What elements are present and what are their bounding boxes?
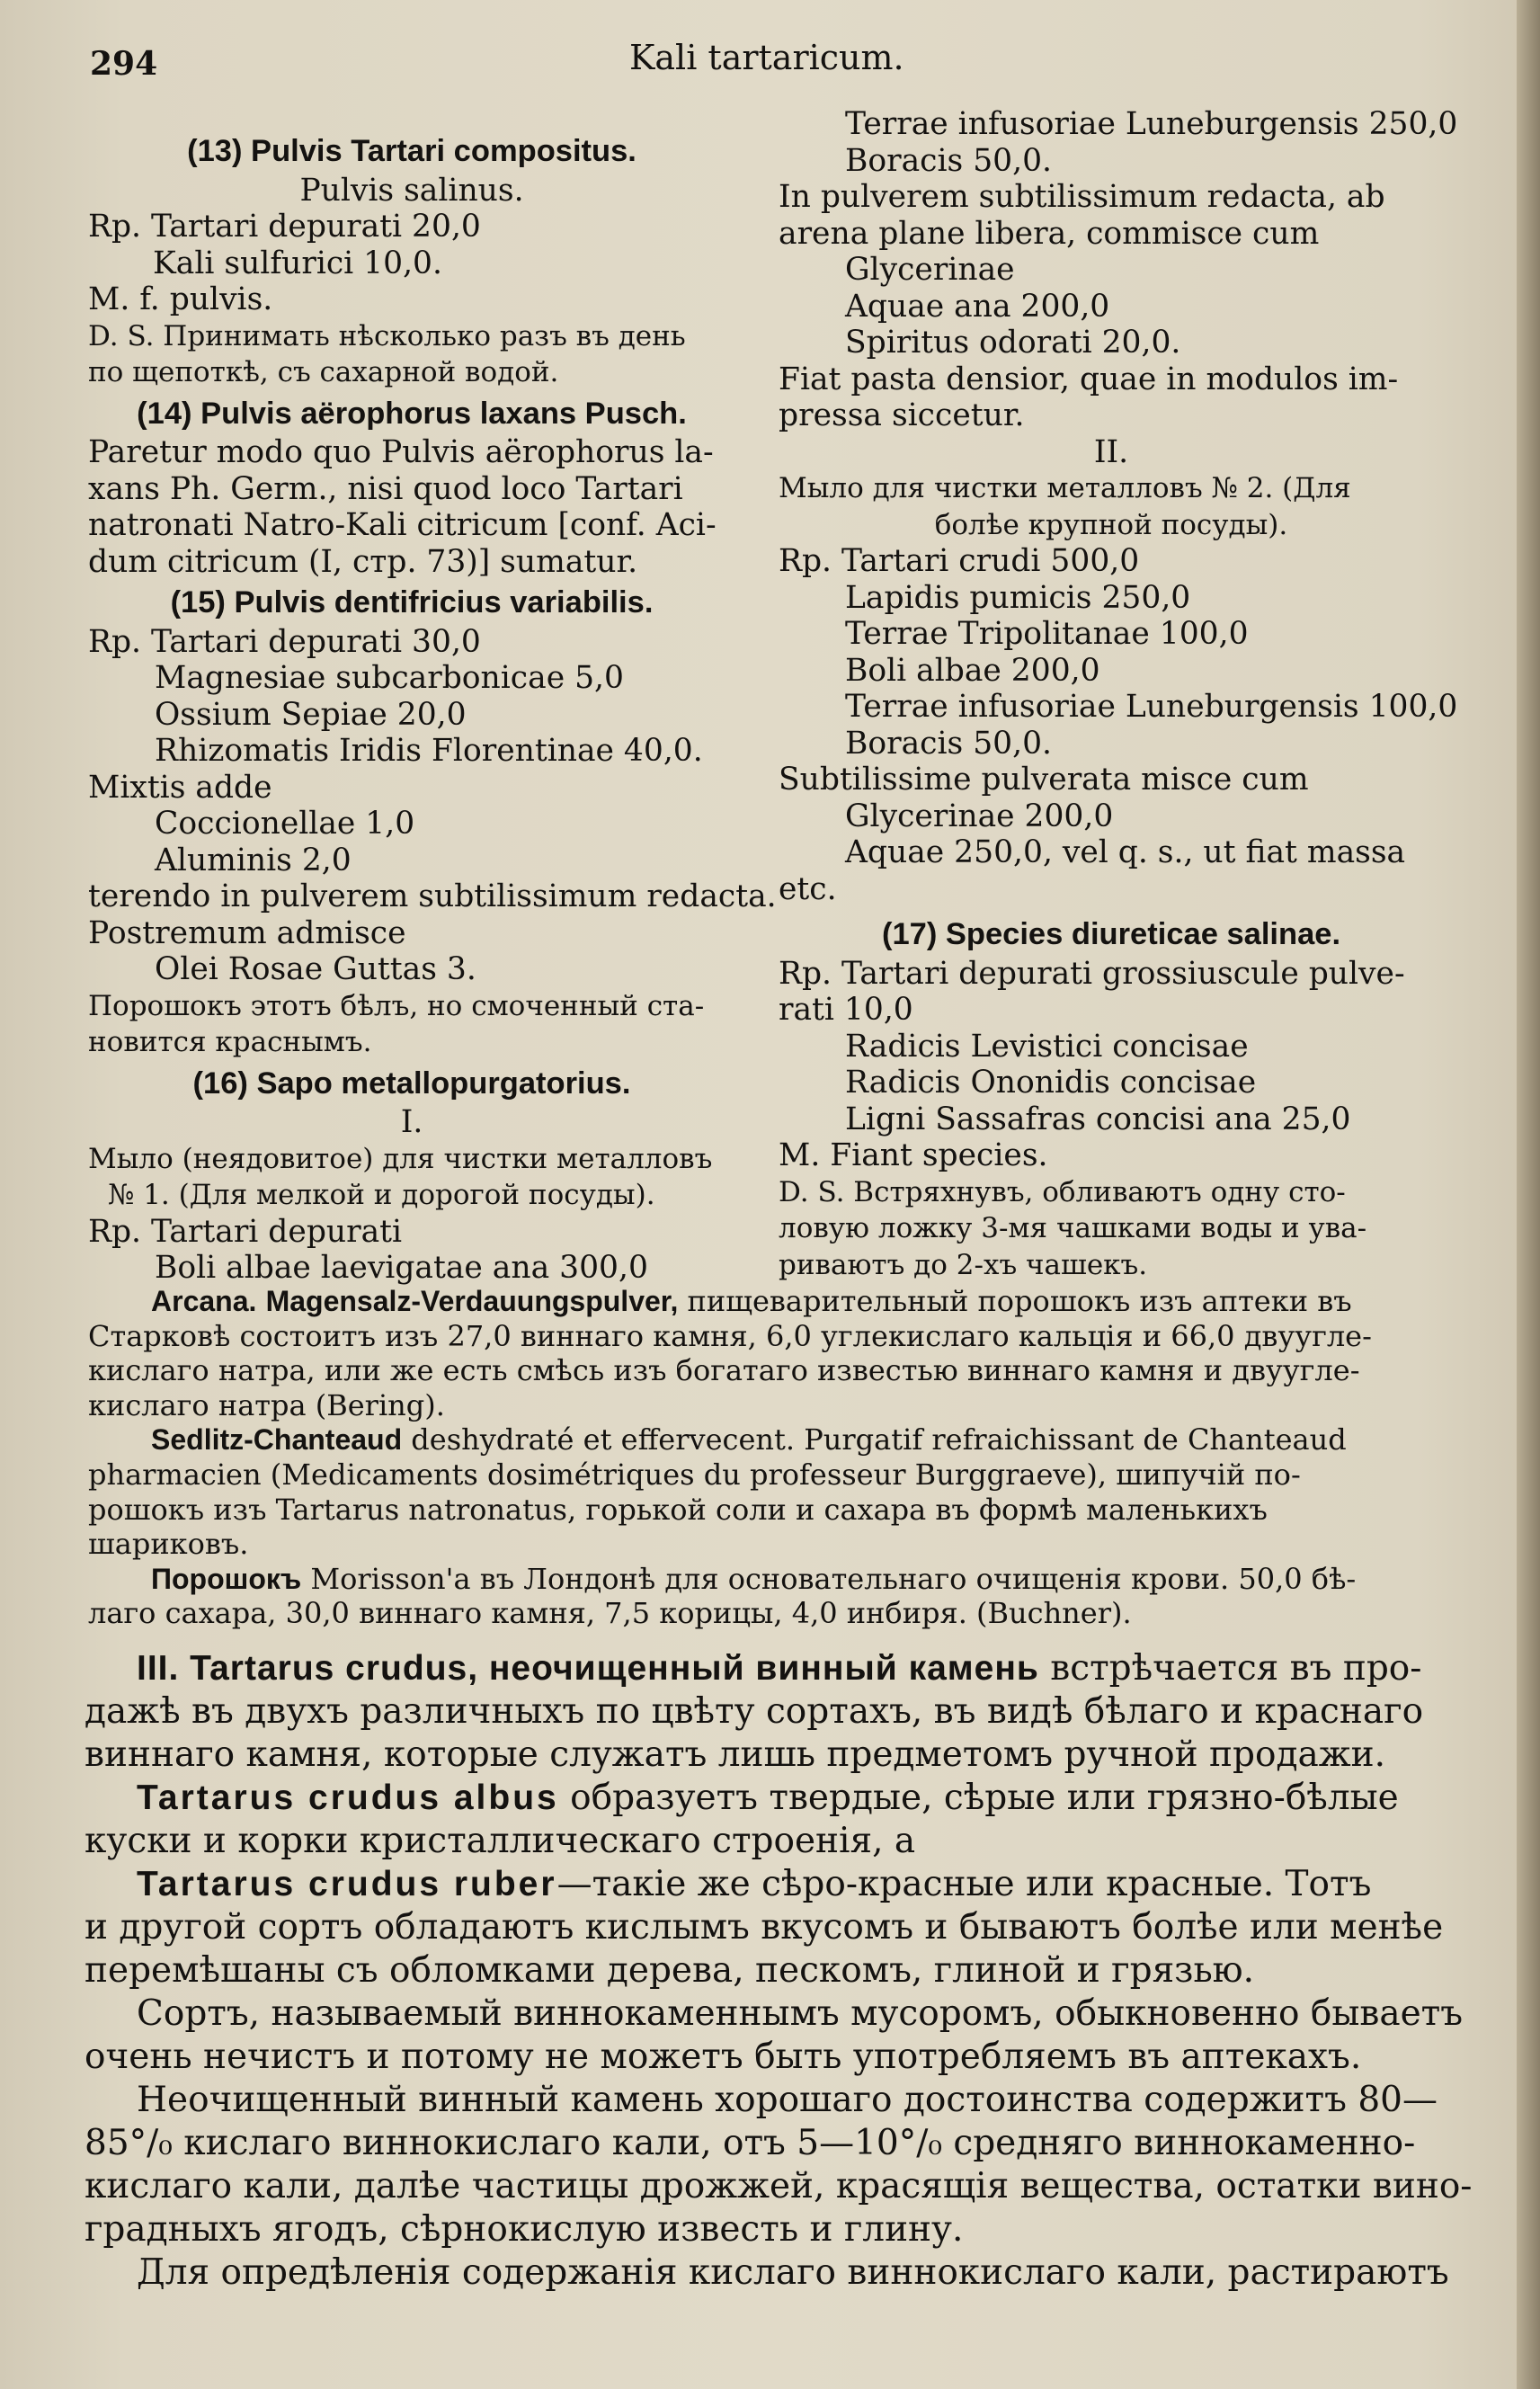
recipe-17-line: Ligni Sassafras concisi ana 25,0 (845, 1101, 1351, 1137)
arcana-text: кислаго натра (Bering). (88, 1387, 445, 1422)
recipe-14-title: (14) Pulvis aërophorus laxans Pusch. (137, 396, 687, 431)
recipe-15-line: новится краснымъ. (88, 1026, 372, 1058)
body-text: очень нечистъ и потому не можетъ быть употребляемъ въ аптекахъ. (85, 2037, 1362, 2077)
recipe-16-line: Fiat pasta densior, quae in modulos im- (779, 361, 1399, 397)
body-text: и другой сортъ обладаютъ кислымъ вкусомъ и бываютъ болѣе или менѣе (85, 1907, 1444, 1948)
recipe-14-line: dum citricum (I, стр. 73)] sumatur. (88, 543, 638, 580)
paragraph-tartarus-crudus (85, 1647, 1447, 1690)
recipe-16-line: Rp. Tartari depurati (88, 1213, 403, 1250)
term-heading: Tartarus crudus ruber (137, 1865, 557, 1903)
recipe-16-line: Glycerinae 200,0 (845, 798, 1114, 834)
recipe-16-line: Aquae 250,0, vel q. s., ut fiat massa (845, 834, 1406, 870)
left-column (88, 129, 777, 1287)
recipe-16-line: Glycerinae (845, 252, 1015, 288)
recipe-16-line: болѣе крупной посуды). (934, 508, 1288, 541)
recipe-17-line: rati 10,0 (779, 992, 913, 1028)
body-text: куски и корки кристаллическаго строенія, а (85, 1821, 916, 1861)
recipe-16-roman-two: II. (1093, 433, 1129, 470)
recipe-15-line: Порошокъ этотъ бѣлъ, но смоченный ста- (88, 989, 705, 1022)
arcana-entry-sedlitz (88, 1422, 1446, 1457)
recipe-15-line: terendo in pulverem subtilissimum redacta. (88, 878, 777, 914)
recipe-13-line: D. S. Принимать нѣсколько разъ въ день (88, 319, 686, 352)
recipe-16-line: In pulverem subtilissimum redacta, ab (779, 179, 1385, 215)
arcana-entry-magensalz (88, 1284, 1446, 1319)
recipe-16-title: (16) Sapo metallopurgatorius. (192, 1065, 631, 1101)
arcana-text: шариковъ. (88, 1527, 249, 1562)
arcana-label: Arcana. (151, 1285, 257, 1317)
arcana-entry-morisson (88, 1562, 1446, 1597)
arcana-text: Morisson'а въ Лондонѣ для основательнаго очищенія крови. 50,0 бѣ- (301, 1561, 1357, 1596)
recipe-16-line: Aquae ana 200,0 (845, 288, 1110, 325)
recipe-16-line: Terrae infusoriae Luneburgensis 250,0 (845, 106, 1458, 142)
term-heading: Tartarus crudus albus (137, 1778, 559, 1817)
recipe-13-line: Rp. Tartari depurati 20,0 (88, 209, 481, 245)
recipe-16-line: Lapidis pumicis 250,0 (845, 579, 1191, 616)
recipe-16-line: Boli albae laevigatae ana 300,0 (155, 1250, 648, 1286)
recipe-15-title: (15) Pulvis dentifricius variabilis. (170, 585, 654, 620)
recipe-13-subtitle: Pulvis salinus. (299, 172, 524, 209)
recipe-17-line: Radicis Ononidis concisae (845, 1065, 1257, 1101)
body-text: встрѣчается въ про- (1038, 1648, 1422, 1689)
running-head: Kali tartaricum. (629, 38, 904, 77)
recipe-15-line: Aluminis 2,0 (155, 842, 352, 878)
recipe-17-line: ловую ложку 3-мя чашками воды и ува- (779, 1212, 1367, 1244)
recipe-16-line: Terrae Tripolitanae 100,0 (845, 616, 1249, 652)
recipe-17-line: Radicis Levistici concisae (845, 1028, 1249, 1065)
arcana-text: пищеварительный порошокъ изъ аптеки въ (678, 1284, 1352, 1318)
arcana-text: pharmacien (Medicaments dosimétriques du professeur Burggraeve), шипучій по- (88, 1457, 1301, 1492)
recipe-13-line: по щепоткѣ, съ сахарной водой. (88, 356, 559, 388)
recipe-15-line: Coccionellae 1,0 (155, 806, 415, 842)
recipe-16-line: etc. (779, 870, 837, 907)
recipe-15-line: Postremum admisce (88, 914, 406, 951)
body-text: —такіе же сѣро-красные или красные. Тотъ (556, 1864, 1372, 1904)
recipe-15-line: Olei Rosae Guttas 3. (155, 951, 476, 987)
recipe-16-line: Terrae infusoriae Luneburgensis 100,0 (845, 689, 1458, 725)
arcana-section (88, 1284, 1446, 1631)
body-text: образуетъ твердые, сѣрые или грязно-бѣлые (558, 1778, 1399, 1818)
page-number: 294 (90, 45, 158, 83)
recipe-13-title: (13) Pulvis Tartari compositus. (187, 134, 636, 168)
body-text: перемѣшаны съ обломками дерева, пескомъ, глиной и грязью. (85, 1950, 1255, 1991)
arcana-text: рошокъ изъ Tartarus natronatus, горькой соли и сахара въ формѣ маленькихъ (88, 1492, 1268, 1527)
recipe-16-line: Мыло (неядовитое) для чистки металловъ (88, 1142, 713, 1175)
arcana-text: лаго сахара, 30,0 виннаго камня, 7,5 корицы, 4,0 инбиря. (Buchner). (88, 1596, 1132, 1631)
recipe-16-line: Rp. Tartari crudi 500,0 (779, 543, 1140, 579)
recipe-16-line: pressa siccetur. (779, 397, 1025, 433)
recipe-17-line: риваютъ до 2-хъ чашекъ. (779, 1248, 1148, 1281)
body-text: градныхъ ягодъ, сѣрнокислую известь и глину. (85, 2209, 964, 2250)
arcana-text: Старковѣ состоитъ изъ 27,0 виннаго камня, 6,0 углекислаго кальція и 66,0 двууглe- (88, 1318, 1372, 1353)
arcana-product-name: Sedlitz-Chanteaud (151, 1423, 403, 1457)
recipe-13-line: M. f. pulvis. (88, 281, 273, 317)
recipe-16-line: arena plane libera, commisce cum (779, 215, 1320, 252)
arcana-product-name: Порошокъ (151, 1562, 302, 1595)
section-heading: III. Tartarus crudus, неочищенный винный камень (137, 1649, 1039, 1688)
body-text: кислаго кали, далѣе частицы дрожжей, красящія вещества, остатки вино- (85, 2166, 1473, 2206)
recipe-14-line: xans Ph. Germ., nisi quod loco Tartari (88, 470, 683, 507)
paragraph-albus (85, 1777, 1447, 1820)
recipe-14-line: natronati Natro-Kali citricum [conf. Aci- (88, 507, 717, 543)
recipe-15-line: Rp. Tartari depurati 30,0 (88, 623, 481, 660)
recipe-15-line: Rhizomatis Iridis Florentinae 40,0. (155, 733, 703, 769)
page-header (0, 27, 1540, 83)
recipe-16-line: Boracis 50,0. (845, 725, 1052, 762)
recipe-16-roman-one: I. (400, 1104, 423, 1140)
recipe-17-line: M. Fiant species. (779, 1137, 1048, 1173)
body-text: Для опредѣленія содержанія кислаго виннокислаго кали, растираютъ (137, 2252, 1449, 2293)
recipe-15-line: Ossium Sepiae 20,0 (155, 696, 467, 733)
recipe-16-line: Spiritus odorati 20,0. (845, 325, 1181, 361)
body-text: виннаго камня, которые служатъ лишь предметомъ ручной продажи. (85, 1734, 1385, 1775)
recipe-16-line: Мыло для чистки металловъ № 2. (Для (779, 472, 1351, 504)
right-column (779, 106, 1458, 1283)
recipe-17-line: Rp. Tartari depurati grossiuscule pulve- (779, 955, 1405, 992)
recipe-16-line: Boracis 50,0. (845, 142, 1052, 179)
recipe-14-line: Paretur modo quo Pulvis aërophorus la- (88, 434, 714, 470)
arcana-text: кислаго натра, или же есть смѣсь изъ богатаго известью виннаго камня и двууглe- (88, 1353, 1360, 1388)
recipe-17-title: (17) Species diureticae salinae. (881, 917, 1341, 951)
paragraph-ruber (85, 1863, 1447, 1906)
body-text: Сортъ, называемый виннокаменнымъ мусоромъ, обыкновенно бываетъ (137, 1993, 1464, 2034)
body-text: дажѣ въ двухъ различныхъ по цвѣту сортахъ, въ видѣ бѣлаго и краснаго (85, 1691, 1424, 1732)
main-text (85, 1647, 1473, 2295)
recipe-16-line: Subtilissime pulverata misce cum (779, 762, 1309, 798)
recipe-17-line: D. S. Встряхнувъ, обливаютъ одну сто- (779, 1175, 1346, 1208)
body-text: 85°/₀ кислаго виннокислаго кали, отъ 5—10°/₀ средняго виннокаменно- (85, 2123, 1416, 2163)
book-spine-edge (1517, 0, 1540, 2389)
arcana-product-name: Magensalz-Verdauungspulver, (265, 1285, 679, 1317)
recipe-15-line: Mixtis adde (88, 769, 272, 806)
body-text: Неочищенный винный камень хорошаго достоинства содержитъ 80— (137, 2080, 1438, 2120)
arcana-text: deshydraté et effervecent. Purgatif refraichissant de Chanteaud (402, 1422, 1347, 1457)
recipe-15-line: Magnesiae subcarbonicae 5,0 (155, 660, 624, 696)
recipe-16-line: № 1. (Для мелкой и дорогой посуды). (108, 1179, 655, 1211)
recipe-16-line: Boli albae 200,0 (845, 652, 1100, 689)
recipe-13-line: Kali sulfurici 10,0. (153, 245, 442, 281)
